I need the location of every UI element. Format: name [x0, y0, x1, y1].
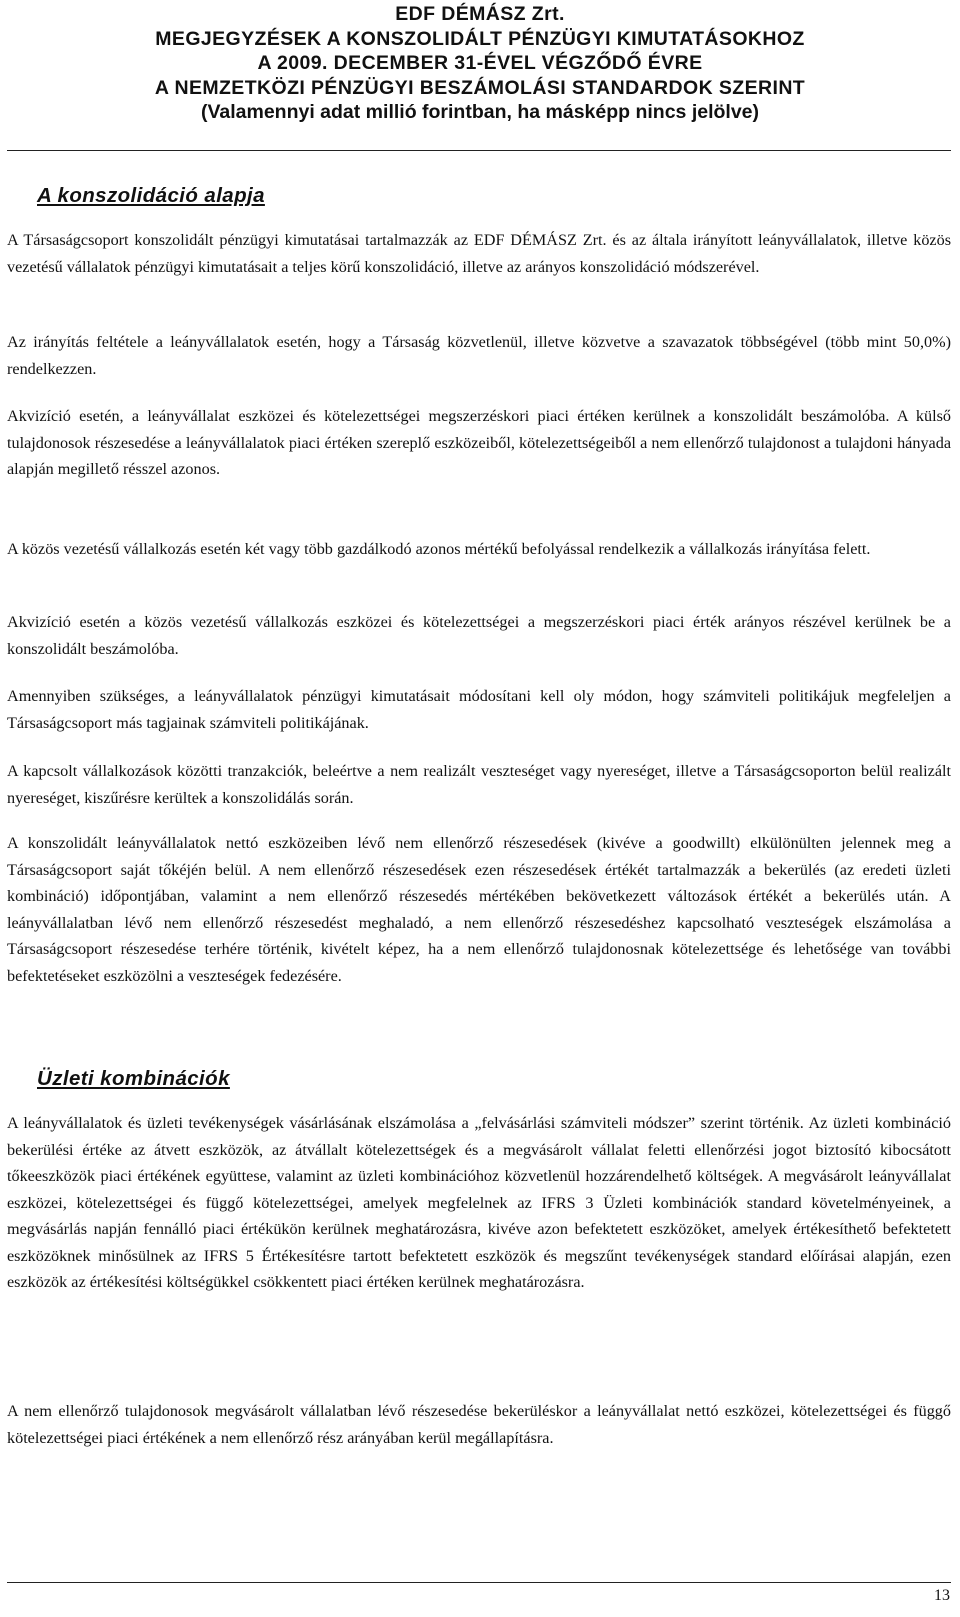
header-units-note: (Valamennyi adat millió forintban, ha másképp nincs jelölve)	[200, 101, 760, 123]
paragraph: A nem ellenőrző tulajdonosok megvásárolt vállalatban lévő részesedése bekerüléskor a leányvállalat nettó eszközei, kötelezettségei és függő kötelezettségei piaci értékének a nem ellenőrző rész arányában kerül megállapításra.	[7, 1402, 951, 1447]
paragraph: Amennyiben szükséges, a leányvállalatok pénzügyi kimutatásait módosítani kell oly módon, hogy számviteli politikájuk megfeleljen a Társaságcsoport más tagjainak számviteli politikájának.	[7, 687, 951, 732]
header-period: A 2009. DECEMBER 31-ÉVEL VÉGZŐDŐ ÉVRE	[257, 52, 703, 74]
footer-divider	[7, 1582, 951, 1583]
paragraph: A leányvállalatok és üzleti tevékenységek vásárlásának elszámolása a „felvásárlási számviteli módszer” szerint történik. Az üzleti kombináció bekerülési értéke az átvett eszközök, az átvállalt kötelezettségek és a megvásárolt vállalat feletti ellenőrzési jogot biztosító kibocsátott tőkeeszközök piaci értékének együttese, valamint az üzleti kombinációhoz közvetlenül hozzárendelhető költségek. A megvásárolt leányvállalat eszközei, kötelezettségei és függő kötelezettségei, amelyek megfelelnek az IFRS 3 Üzleti kombinációk standard követelményeinek, a megvásárlás napján fennálló piaci értékükön kerülnek meghatározásra, kivéve azon befektetett eszközöket, amelyek értékesíthető befektetett eszközöknek minősülnek az IFRS 5 Értékesítésre tartott befektetett eszközök és megszűnt tevékenységek standard előírásai alapján, ezen eszközök az értékesítési költségükkel csökkentett piaci értéken kerülnek meghatározásra.	[7, 1114, 951, 1291]
header-divider	[7, 150, 951, 151]
paragraph: Akvizíció esetén a közös vezetésű vállalkozás eszközei és kötelezettségei a megszerzéskori piaci érték arányos részével kerülnek be a konszolidált beszámolóba.	[7, 613, 951, 658]
section-heading-business-combinations: Üzleti kombinációk	[37, 1067, 230, 1090]
paragraph: Akvizíció esetén, a leányvállalat eszközei és kötelezettségei megszerzéskori piaci értéken kerülnek a konszolidált beszámolóba. A külső tulajdonosok részesedése a leányvállalatok piaci értéken szereplő eszközeiből, kötelezettségeiből a nem ellenőrző tulajdonost a tulajdoni hányada alapján megillető résszel azonos.	[7, 407, 951, 478]
paragraph: A konszolidált leányvállalatok nettó eszközeiben lévő nem ellenőrző részesedések (kivéve a goodwillt) elkülönülten jelennek meg a Társaságcsoport saját tőkéjén belül. A nem ellenőrző részesedések ezen részesedések értékét tartalmazzák a bekerülés (az eredeti üzleti kombináció) időpontjában, valamint a nem ellenőrző részesedés mértékében bekövetkezett változások értékét a bekerülés után. A leányvállalatban lévő nem ellenőrző részesedést meghaladó, a nem ellenőrző részesedéshez kapcsolható veszteségek elszámolása a Társaságcsoport részesedése terhére történik, kivételt képez, ha a nem ellenőrző tulajdonosnak kötelezettsége és lehetősége van további befektetéseket eszközölni a veszteségek fedezésére.	[7, 834, 951, 985]
section-heading-consolidation: A konszolidáció alapja	[37, 184, 265, 207]
paragraph: A kapcsolt vállalkozások közötti tranzakciók, beleértve a nem realizált veszteséget vagy nyereséget, illetve a Társaságcsoporton belül realizált nyereséget, kiszűrésre kerültek a konszolidálás során.	[7, 762, 951, 807]
header-title: MEGJEGYZÉSEK A KONSZOLIDÁLT PÉNZÜGYI KIMUTATÁSOKHOZ	[155, 27, 805, 50]
paragraph: A közös vezetésű vállalkozás esetén két vagy több gazdálkodó azonos mértékű befolyással rendelkezik a vállalkozás irányítása felett.	[7, 540, 871, 558]
document-header	[0, 2, 960, 125]
paragraph: Az irányítás feltétele a leányvállalatok esetén, hogy a Társaság közvetlenül, illetve közvetve a szavazatok többségével (több mint 50,0%) rendelkezzen.	[7, 333, 951, 378]
page-number: 13	[934, 1587, 950, 1604]
header-company: EDF DÉMÁSZ Zrt.	[395, 3, 565, 25]
header-standard: A NEMZETKÖZI PÉNZÜGYI BESZÁMOLÁSI STANDARDOK SZERINT	[154, 76, 806, 99]
paragraph: A Társaságcsoport konszolidált pénzügyi kimutatásai tartalmazzák az EDF DÉMÁSZ Zrt. és az általa irányított leányvállalatok, illetve közös vezetésű vállalatok pénzügyi kimutatásait a teljes körű konszolidáció, illetve az arányos konszolidáció módszerével.	[7, 231, 951, 276]
